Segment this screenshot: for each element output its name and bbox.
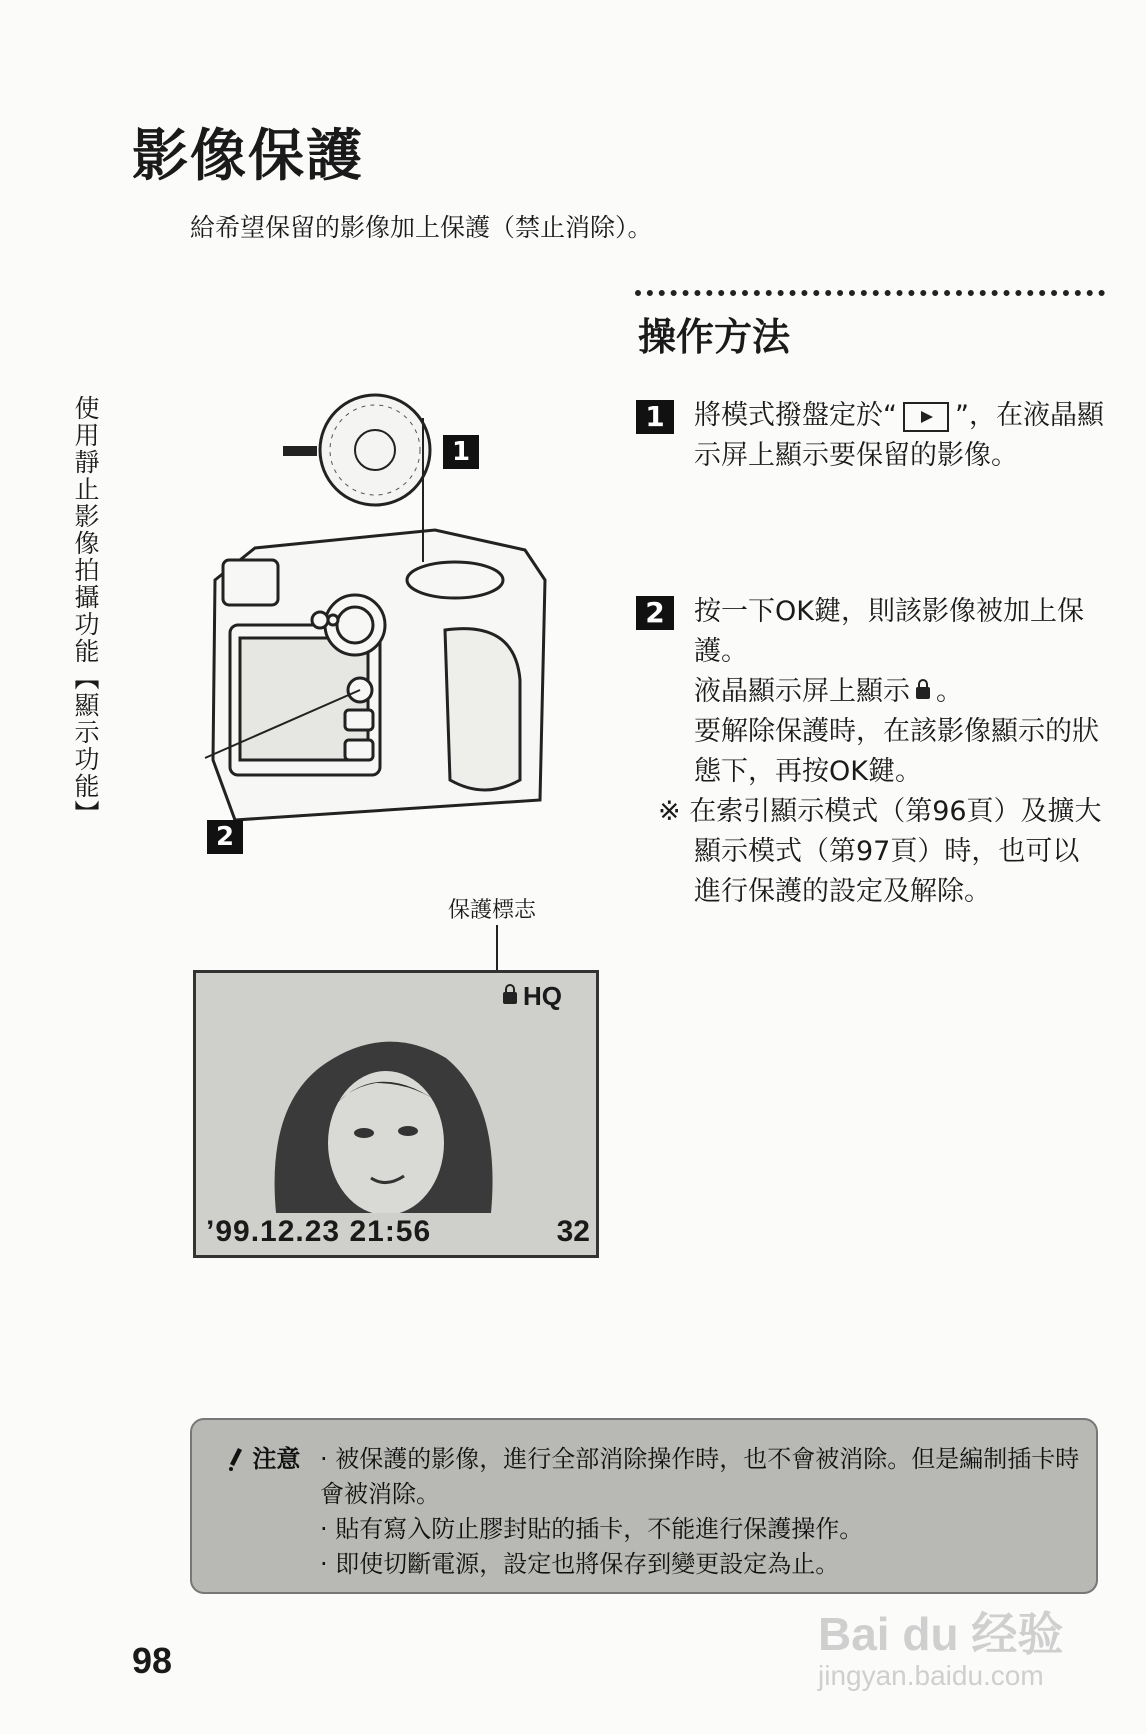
notice-line: · 被保護的影像，進行全部消除操作時，也不會被消除。但是編制插卡時會被消除。 — [320, 1445, 1080, 1508]
callout-2-number: 2 — [207, 820, 243, 854]
intro-text: 給希望保留的影像加上保護（禁止消除）。 — [190, 213, 653, 242]
camera-illustration — [195, 380, 595, 850]
notice-box — [190, 1418, 1098, 1594]
notice-lines — [320, 1442, 1080, 1582]
step-2-body — [694, 592, 1106, 792]
watermark-logo: Bai du 经验 — [818, 1608, 1064, 1660]
step-2-number: 2 — [636, 596, 674, 630]
play-icon — [903, 402, 949, 432]
step-1 — [636, 396, 1106, 476]
step-2-sub-line — [694, 672, 1106, 712]
camera-body-icon — [213, 530, 545, 820]
lcd-timestamp: ’99.12.23 21:56 — [206, 1215, 432, 1248]
lcd-quality-label: HQ — [523, 981, 562, 1011]
portrait-photo — [236, 1013, 536, 1213]
notice-title — [228, 1442, 300, 1477]
lock-icon — [916, 687, 930, 699]
step-2-note: ※ 在索引顯示模式（第96頁）及擴大顯示模式（第97頁）時，也可以進行保護的設定及解除。 — [658, 796, 1102, 907]
step-1-text-after: ”，在液晶顯示屏上顯示要保留的影像。 — [694, 400, 1104, 471]
lcd-protect-badge — [497, 981, 562, 1012]
step-2-sub-before: 液晶顯示屏上顯示 — [694, 676, 910, 707]
callout-1-number: 1 — [443, 435, 479, 469]
notice-title-text: 注意 — [252, 1445, 301, 1473]
step-2-sub-after: 。 — [936, 676, 963, 707]
notice-line: · 貼有寫入防止膠封貼的插卡，不能進行保護操作。 — [320, 1515, 864, 1543]
lcd-screen — [193, 970, 599, 1258]
lock-icon — [503, 992, 517, 1004]
step-1-number: 1 — [636, 400, 674, 434]
step-1-body — [694, 396, 1106, 476]
section-heading: 操作方法 — [638, 315, 791, 359]
step-1-text-before: 將模式撥盤定於“ — [694, 400, 897, 431]
notice-line: · 即使切斷電源，設定也將保存到變更設定為止。 — [320, 1550, 840, 1578]
step-2 — [636, 592, 1106, 912]
step-2-text: 按一下OK鍵，則該影像被加上保護。 — [694, 596, 1084, 667]
side-chapter-label: 使用靜止影像拍攝功能【顯示功能】 — [71, 395, 100, 827]
page-title: 影像保護 — [132, 124, 364, 189]
pencil-icon — [228, 1448, 244, 1472]
lcd-frame-count: 32 — [556, 1215, 590, 1248]
step-2-release-text: 要解除保護時，在該影像顯示的狀態下，再按OK鍵。 — [694, 716, 1099, 787]
protect-mark-label: 保護標志 — [448, 898, 537, 923]
mode-dial-icon — [283, 395, 430, 505]
dotted-divider — [635, 290, 1105, 296]
protect-mark-leader — [495, 925, 499, 973]
watermark-url: jingyan.baidu.com — [818, 1660, 1044, 1691]
page-number: 98 — [132, 1640, 173, 1681]
